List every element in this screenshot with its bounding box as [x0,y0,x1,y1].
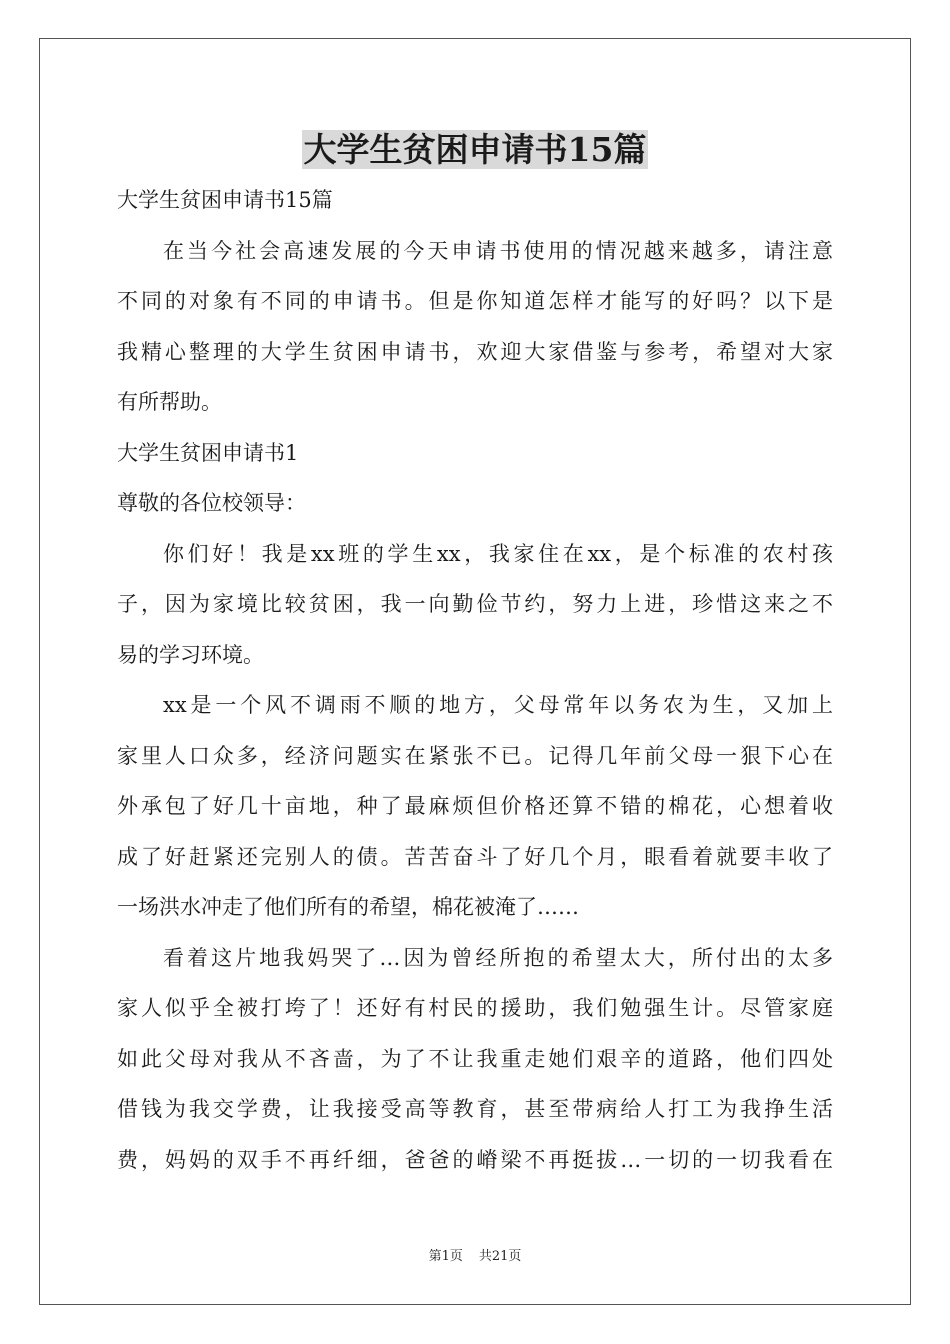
document-body [117,175,833,1185]
text-line: 借钱为我交学费，让我接受高等教育，甚至带病给人打工为我挣生活 [117,1097,833,1121]
text-line: 成了好赶紧还完别人的债。苦苦奋斗了好几个月，眼看着就要丰收了 [117,844,833,869]
text-line: 在当今社会高速发展的今天申请书使用的情况越来越多，请注意 [163,238,833,263]
text-line: 有所帮助。 [117,390,222,414]
text-line: 费，妈妈的双手不再纤细，爸爸的嵴梁不再挺拔…一切的一切我看在 [117,1147,833,1172]
text-line: 易的学习环境。 [117,642,264,667]
text-line: xx是一个风不调雨不顺的地方，父母常年以务农为生，又加上 [163,693,833,717]
text-line: 不同的对象有不同的申请书。但是你知道怎样才能写的好吗？以下是 [117,289,833,313]
document-title [0,128,950,172]
text-line: 大学生贫困申请书1 [117,440,299,465]
text-line: 如此父母对我从不吝啬，为了不让我重走她们艰辛的道路，他们四处 [117,1046,833,1071]
text-line: 家里人口众多，经济问题实在紧张不已。记得几年前父母一狠下心在 [117,743,833,768]
text-line: 大学生贫困申请书15篇 [117,188,333,212]
text-line: 子，因为家境比较贫困，我一向勤俭节约，努力上进，珍惜这来之不 [117,592,833,616]
page-number: 第1页 [428,1249,463,1264]
page-total: 共21页 [478,1249,522,1264]
page-footer [0,1248,950,1266]
text-line: 一场洪水冲走了他们所有的希望，棉花被淹了…… [117,895,579,919]
text-line: 家人似乎全被打垮了！还好有村民的援助，我们勉强生计。尽管家庭 [117,996,833,1020]
text-line: 外承包了好几十亩地，种了最麻烦但价格还算不错的棉花，心想着收 [117,794,833,818]
text-line: 看着这片地我妈哭了…因为曾经所抱的希望太大，所付出的太多 [163,945,833,970]
text-line: 尊敬的各位校领导： [117,491,306,515]
document-title-text: 大学生贫困申请书15篇 [303,130,647,169]
text-line: 你们好！我是xx班的学生xx，我家住在xx，是个标准的农村孩 [163,541,833,566]
text-line: 我精心整理的大学生贫困申请书，欢迎大家借鉴与参考，希望对大家 [117,339,833,364]
